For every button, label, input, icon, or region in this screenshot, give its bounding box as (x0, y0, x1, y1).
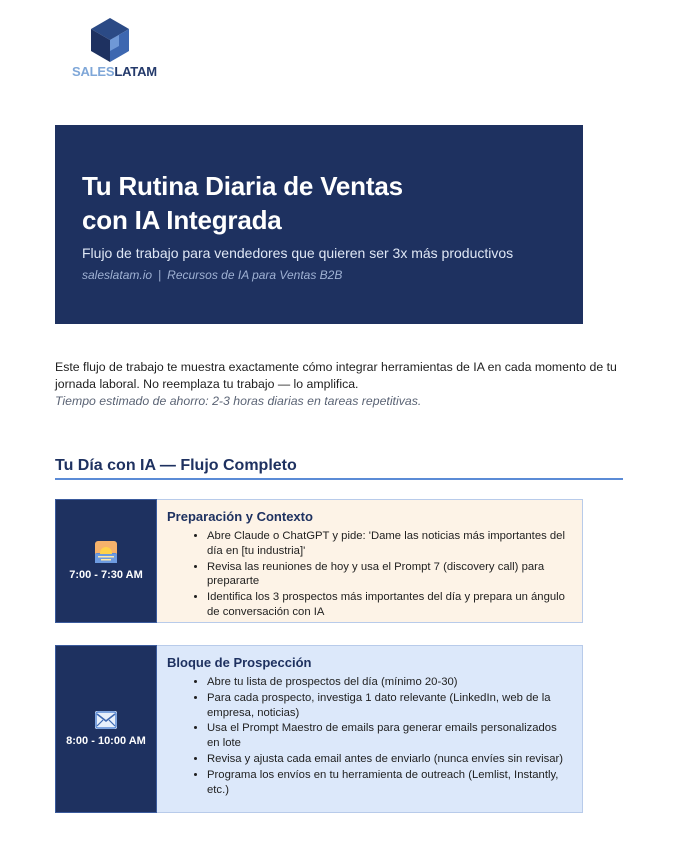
logo-word-latam: LATAM (114, 64, 157, 79)
task-list (167, 529, 572, 620)
block-title: Bloque de Prospección (167, 655, 312, 670)
page-subtitle: Flujo de trabajo para vendedores que quieren ser 3x más productivos (82, 245, 514, 261)
block-title: Preparación y Contexto (167, 509, 313, 524)
source-line (82, 268, 557, 282)
task-list (167, 675, 572, 797)
logo-word-sales: SALES (72, 64, 115, 79)
source-separator: | (158, 268, 162, 282)
sunrise-icon (95, 541, 117, 563)
block-content (157, 499, 583, 623)
page-title (82, 169, 557, 237)
list-item: • Usa el Prompt Maestro de emails para generar emails personalizados en lote (207, 721, 572, 751)
block-content (157, 645, 583, 813)
schedule-block-morning-prep (55, 499, 583, 623)
logo-wordmark (72, 64, 157, 79)
intro-text: Este flujo de trabajo te muestra exactamente cómo integrar herramientas de IA en cada momento de tu jornada laboral. No reemplaza tu trabajo — lo amplifica. (55, 360, 617, 391)
schedule-block-prospecting (55, 645, 583, 813)
email-icon (95, 711, 117, 729)
resource-label: Recursos de IA para Ventas B2B (167, 268, 343, 282)
title-line-1: Tu Rutina Diaria de Ventas (82, 171, 403, 201)
time-cell (55, 499, 157, 623)
time-cell (55, 645, 157, 813)
site-link[interactable]: saleslatam.io (82, 268, 153, 282)
header-banner (55, 125, 583, 324)
list-item: • Revisa las reuniones de hoy y usa el Prompt 7 (discovery call) para prepararte (207, 560, 572, 590)
time-label: 7:00 - 7:30 AM (69, 569, 143, 581)
list-item: • Abre Claude o ChatGPT y pide: 'Dame las noticias más importantes del día en [tu industria]' (207, 529, 572, 559)
title-line-2: con IA Integrada (82, 205, 282, 235)
time-label: 8:00 - 10:00 AM (66, 735, 146, 747)
list-item: • Programa los envíos en tu herramienta de outreach (Lemlist, Instantly, etc.) (207, 768, 572, 798)
saleslatam-logo (72, 18, 162, 80)
section-heading: Tu Día con IA — Flujo Completo (55, 457, 623, 480)
list-item: • Identifica los 3 prospectos más importantes del día y prepara un ángulo de conversación con IA (207, 590, 572, 620)
time-saving-note: Tiempo estimado de ahorro: 2-3 horas diarias en tareas repetitivas. (55, 394, 422, 408)
cube-logo-icon (91, 18, 129, 62)
intro-section (55, 359, 645, 410)
list-item: • Abre tu lista de prospectos del día (mínimo 20-30) (207, 675, 572, 690)
list-item: • Revisa y ajusta cada email antes de enviarlo (nunca envíes sin revisar) (207, 752, 572, 767)
list-item: • Para cada prospecto, investiga 1 dato relevante (LinkedIn, web de la empresa, noticias) (207, 691, 572, 721)
